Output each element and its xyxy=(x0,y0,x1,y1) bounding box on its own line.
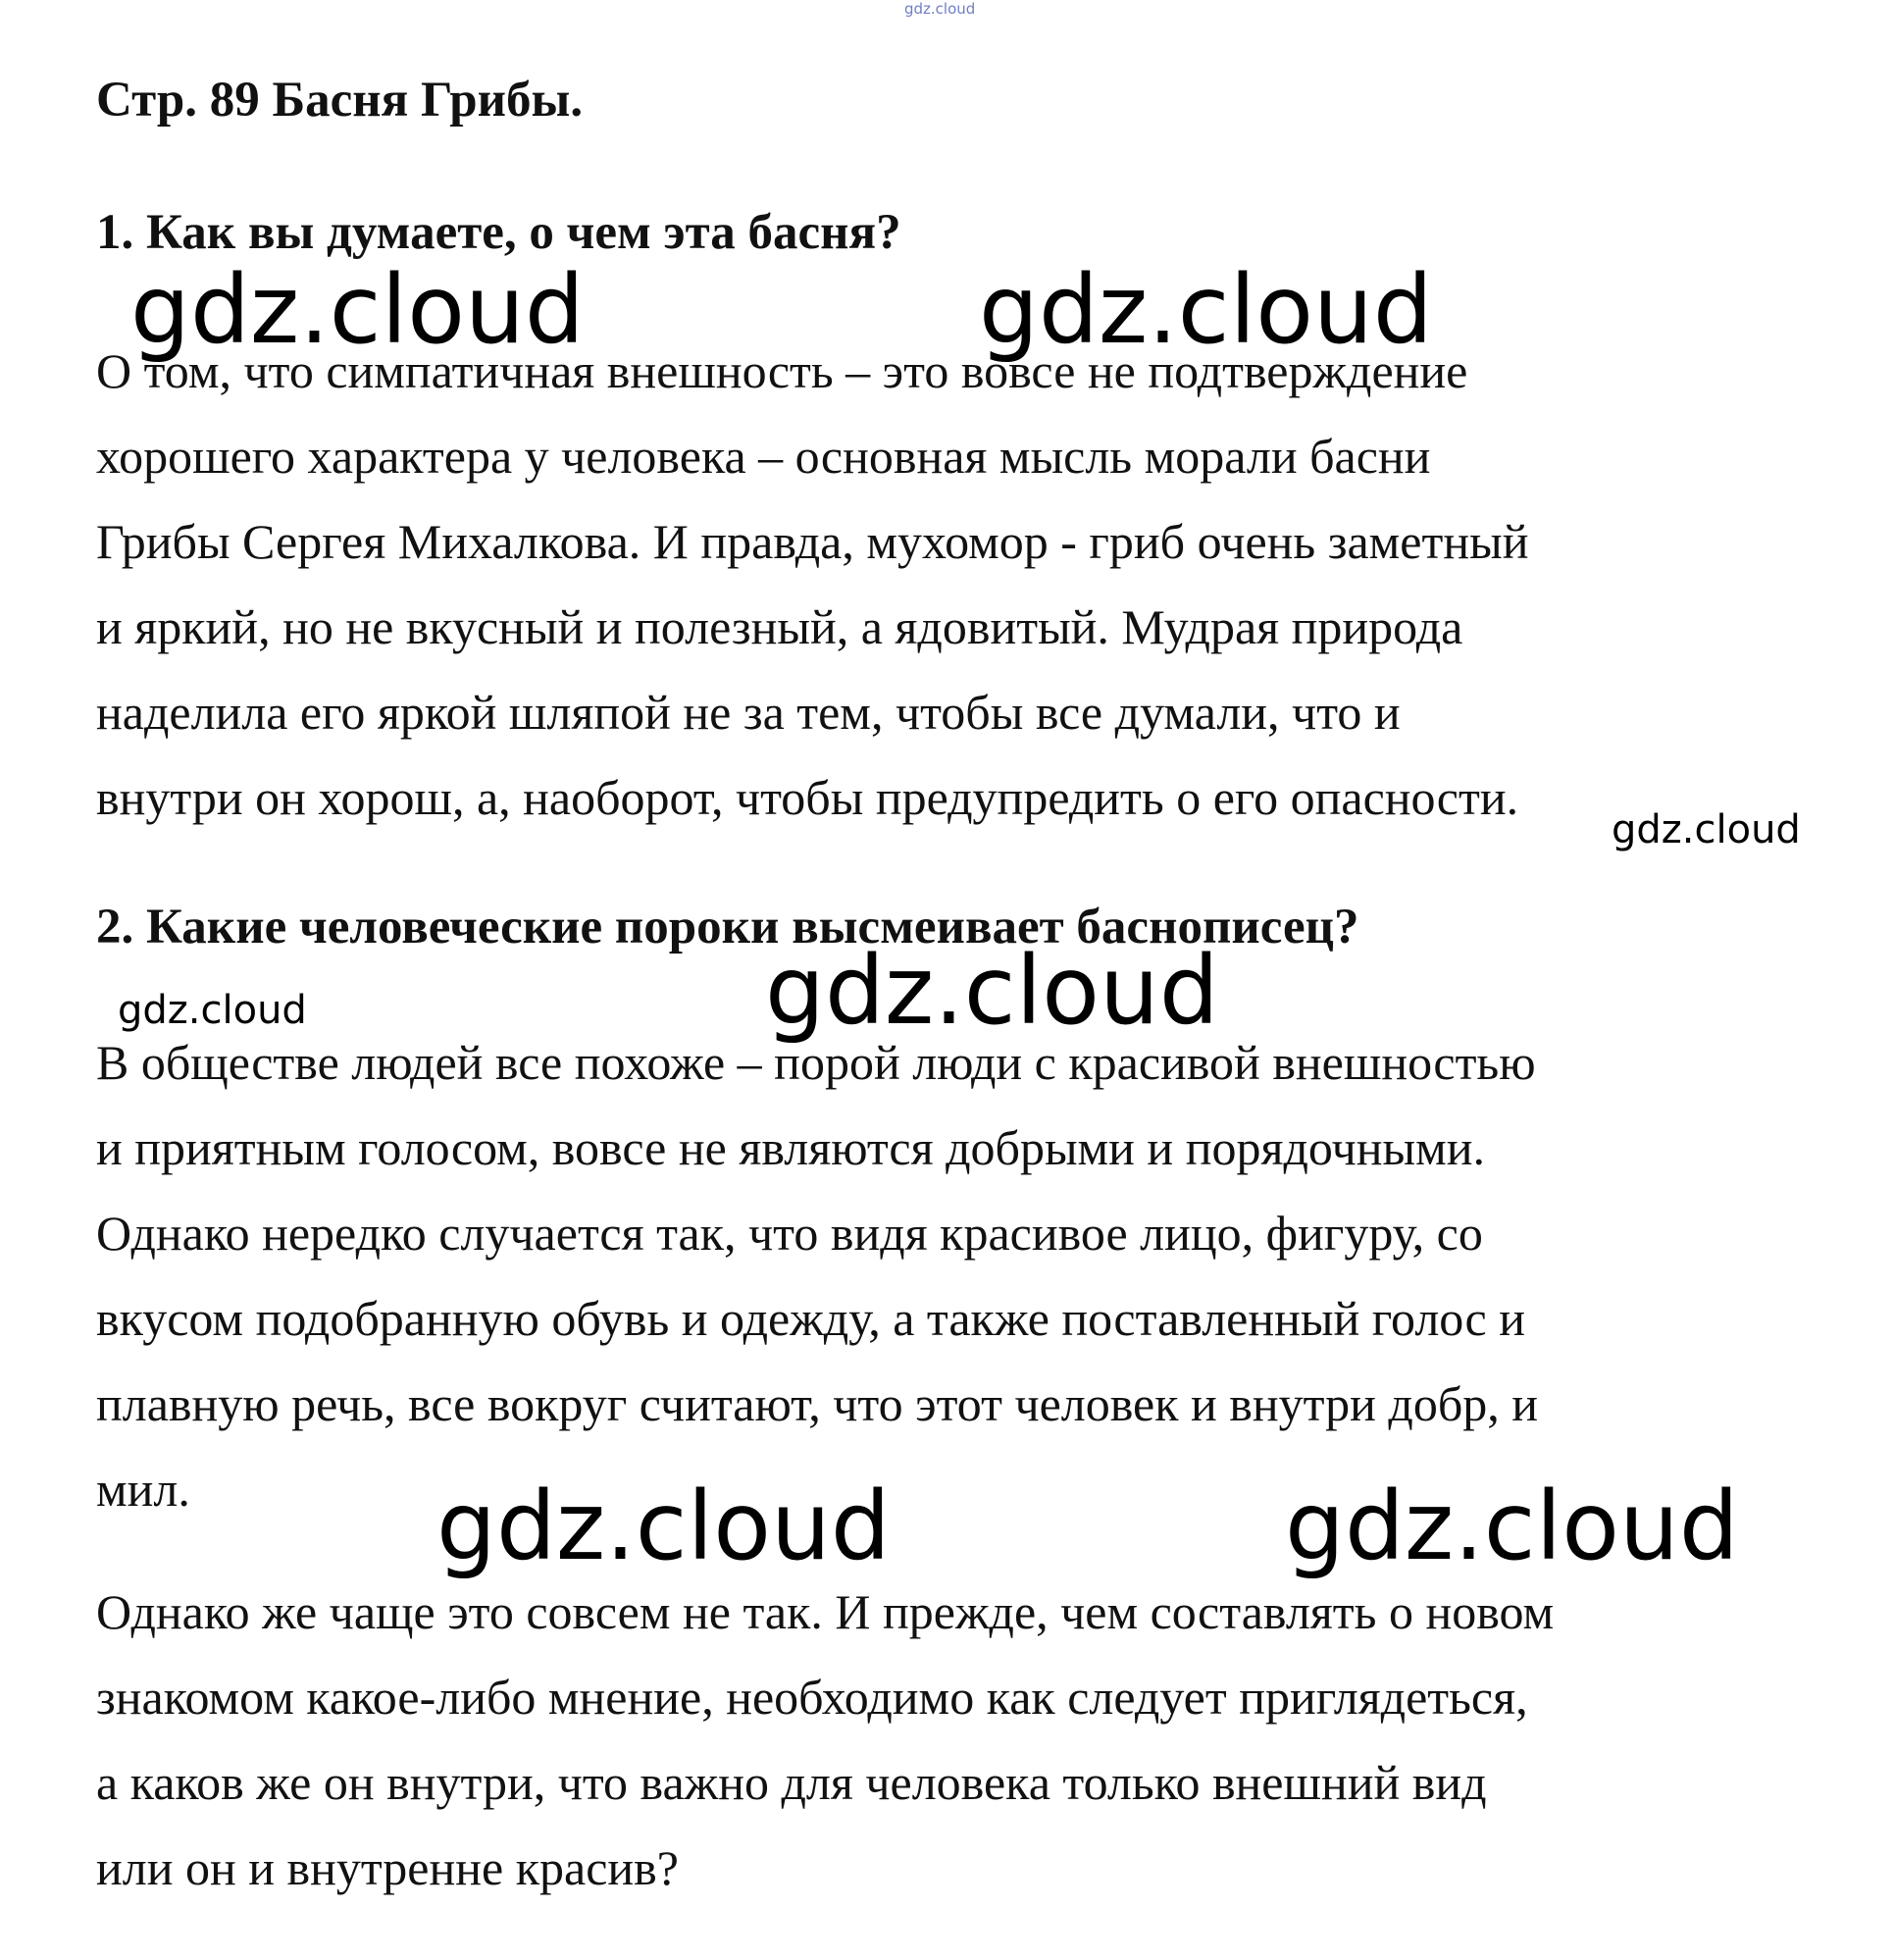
answer-2-paragraph-2 xyxy=(96,1570,1822,1911)
answer-2-line: Однако же чаще это совсем не так. И прежде, чем составлять о новом xyxy=(96,1584,1555,1639)
answer-2-line: плавную речь, все вокруг считают, что этот человек и внутри добр, и xyxy=(96,1376,1539,1431)
answer-2-line: вкусом подобранную обувь и одежду, а также поставленный голос и xyxy=(96,1291,1525,1346)
question-1-heading: 1. Как вы думаете, о чем эта басня? xyxy=(96,205,901,260)
answer-1-line: Грибы Сергея Михалкова. И правда, мухомор - гриб очень заметный xyxy=(96,514,1529,569)
answer-1-line: и яркий, но не вкусный и полезный, а ядовитый. Мудрая природа xyxy=(96,599,1463,654)
answer-1-line: внутри он хорош, а, наоборот, чтобы предупредить о его опасности. xyxy=(96,770,1519,825)
watermark: gdz.cloud xyxy=(118,988,307,1033)
answer-2-line: и приятным голосом, вовсе не являются добрыми и порядочными. xyxy=(96,1120,1485,1175)
watermark: gdz.cloud xyxy=(130,255,585,365)
watermark: gdz.cloud xyxy=(979,255,1433,365)
answer-2-line: В обществе людей все похоже – порой люди с красивой внешностью xyxy=(96,1035,1536,1090)
answer-1-line: наделила его яркой шляпой не за тем, чтобы все думали, что и xyxy=(96,685,1401,740)
answer-2-line: Однако нередко случается так, что видя красивое лицо, фигуру, со xyxy=(96,1206,1483,1261)
answer-2-line: знакомом какое-либо мнение, необходимо как следует приглядеться, xyxy=(96,1670,1528,1725)
header-watermark: gdz.cloud xyxy=(904,0,976,18)
watermark: gdz.cloud xyxy=(765,936,1219,1046)
page-title: Стр. 89 Басня Грибы. xyxy=(96,73,584,128)
watermark: gdz.cloud xyxy=(436,1471,891,1581)
answer-2-line: или он и внутренне красив? xyxy=(96,1840,679,1895)
watermark: gdz.cloud xyxy=(1612,807,1801,852)
answer-2-paragraph-1 xyxy=(96,1020,1822,1532)
answer-2-line: мил. xyxy=(96,1462,190,1517)
answer-1-line: О том, что симпатичная внешность – это вовсе не подтверждение xyxy=(96,343,1468,398)
answer-1-paragraph xyxy=(96,329,1822,841)
watermark: gdz.cloud xyxy=(1285,1471,1739,1581)
answer-1-line: хорошего характера у человека – основная мысль морали басни xyxy=(96,429,1431,484)
answer-2-line: а каков же он внутри, что важно для человека только внешний вид xyxy=(96,1755,1487,1810)
question-2-heading: 2. Какие человеческие пороки высмеивает баснописец? xyxy=(96,900,1359,954)
